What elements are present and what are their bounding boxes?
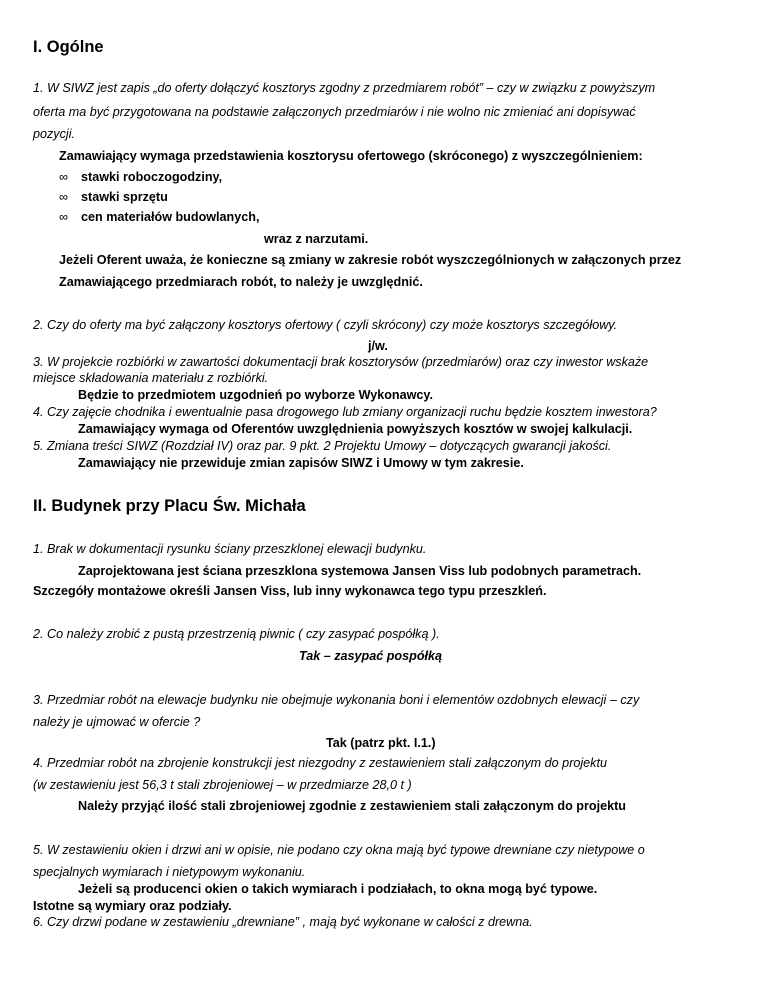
s1-q3-line1: 3. W projekcie rozbiórki w zawartości dokumentacji brak kosztorysów (przedmiarów) oraz czy inwestor wskaże bbox=[33, 355, 649, 369]
s1-q1-line1: 1. W SIWZ jest zapis „do oferty dołączyć kosztorys zgodny z przedmiarem robót” – czy w związku z powyższym bbox=[33, 81, 656, 95]
section-1-title: I. Ogólne bbox=[33, 38, 104, 56]
infinity-bullet-icon: ∞ bbox=[59, 170, 68, 184]
s2-a5-line2: Istotne są wymiary oraz podziały. bbox=[33, 899, 232, 913]
s2-q3-line1: 3. Przedmiar robót na elewacje budynku nie obejmuje wykonania boni i elementów ozdobnych elewacji – czy bbox=[33, 693, 640, 707]
section-2-title: II. Budynek przy Placu Św. Michała bbox=[33, 497, 306, 515]
s2-q1: 1. Brak w dokumentacji rysunku ściany przeszklonej elewacji budynku. bbox=[33, 542, 427, 556]
s1-a1-line1: Jeżeli Oferent uważa, że konieczne są zmiany w zakresie robót wyszczególnionych w załączonych przez bbox=[59, 253, 682, 267]
s1-a1-line2: Zamawiającego przedmiarach robót, to należy je uwzględnić. bbox=[59, 275, 423, 289]
s1-q1-line3: pozycji. bbox=[33, 127, 75, 141]
s1-a1-bullet-3 bbox=[59, 209, 259, 225]
s2-a4: Należy przyjąć ilość stali zbrojeniowej zgodnie z zestawieniem stali załączonym do projektu bbox=[78, 799, 626, 813]
s1-a2: j/w. bbox=[368, 339, 388, 353]
s1-a1-bullet-2 bbox=[59, 189, 168, 205]
s2-a1-line1: Zaprojektowana jest ściana przeszklona systemowa Jansen Viss lub podobnych parametrach. bbox=[78, 564, 642, 578]
s2-a5-line1: Jeżeli są producenci okien o takich wymiarach i podziałach, to okna mogą być typowe. bbox=[78, 882, 598, 896]
s2-a3: Tak (patrz pkt. I.1.) bbox=[326, 736, 436, 750]
s1-q1-line2: oferta ma być przygotowana na podstawie załączonych przedmiarów i nie wolno nic zmieniać ani dopisywać bbox=[33, 105, 636, 119]
bullet-text: stawki sprzętu bbox=[81, 190, 168, 204]
infinity-bullet-icon: ∞ bbox=[59, 210, 68, 224]
bullet-text: stawki roboczogodziny, bbox=[81, 170, 223, 184]
s2-q3-line2: należy je ujmować w ofercie ? bbox=[33, 715, 201, 729]
s1-q3-line2: miejsce składowania materiału z rozbiórki. bbox=[33, 371, 269, 385]
s1-a4: Zamawiający wymaga od Oferentów uwzględnienia powyższych kosztów w swojej kalkulacji. bbox=[78, 422, 633, 436]
s1-a1-markups: wraz z narzutami. bbox=[264, 232, 369, 246]
s1-a1-intro: Zamawiający wymaga przedstawienia kosztorysu ofertowego (skróconego) z wyszczególnieniem: bbox=[59, 149, 643, 163]
s1-a5: Zamawiający nie przewiduje zmian zapisów SIWZ i Umowy w tym zakresie. bbox=[78, 456, 524, 470]
s2-q4-line2: (w zestawieniu jest 56,3 t stali zbrojeniowej – w przedmiarze 28,0 t ) bbox=[33, 778, 412, 792]
infinity-bullet-icon: ∞ bbox=[59, 190, 68, 204]
s1-a1-bullet-1 bbox=[59, 169, 222, 185]
s2-q5-line2: specjalnych wymiarach i nietypowym wykonaniu. bbox=[33, 865, 306, 879]
s1-q2: 2. Czy do oferty ma być załączony kosztorys ofertowy ( czyli skrócony) czy może kosztorys szczegółowy. bbox=[33, 318, 618, 332]
s1-a3: Będzie to przedmiotem uzgodnień po wyborze Wykonawcy. bbox=[78, 388, 433, 402]
s2-q5-line1: 5. W zestawieniu okien i drzwi ani w opisie, nie podano czy okna mają być typowe drewniane czy nietypowe o bbox=[33, 843, 645, 857]
s2-q4-line1: 4. Przedmiar robót na zbrojenie konstrukcji jest niezgodny z zestawieniem stali załączonym do projektu bbox=[33, 756, 607, 770]
s1-q4: 4. Czy zajęcie chodnika i ewentualnie pasa drogowego lub zmiany organizacji ruchu będzie kosztem inwestora? bbox=[33, 405, 657, 419]
s2-a2: Tak – zasypać pospółką bbox=[299, 649, 443, 663]
s2-a1-line2: Szczegóły montażowe określi Jansen Viss, lub inny wykonawca tego typu przeszkleń. bbox=[33, 584, 547, 598]
s2-q2: 2. Co należy zrobić z pustą przestrzenią piwnic ( czy zasypać pospółką ). bbox=[33, 627, 440, 641]
bullet-text: cen materiałów budowlanych, bbox=[81, 210, 260, 224]
s2-q6: 6. Czy drzwi podane w zestawieniu „drewniane” , mają być wykonane w całości z drewna. bbox=[33, 915, 533, 929]
s1-q5: 5. Zmiana treści SIWZ (Rozdział IV) oraz par. 9 pkt. 2 Projektu Umowy – dotyczących gwarancji jakości. bbox=[33, 439, 612, 453]
